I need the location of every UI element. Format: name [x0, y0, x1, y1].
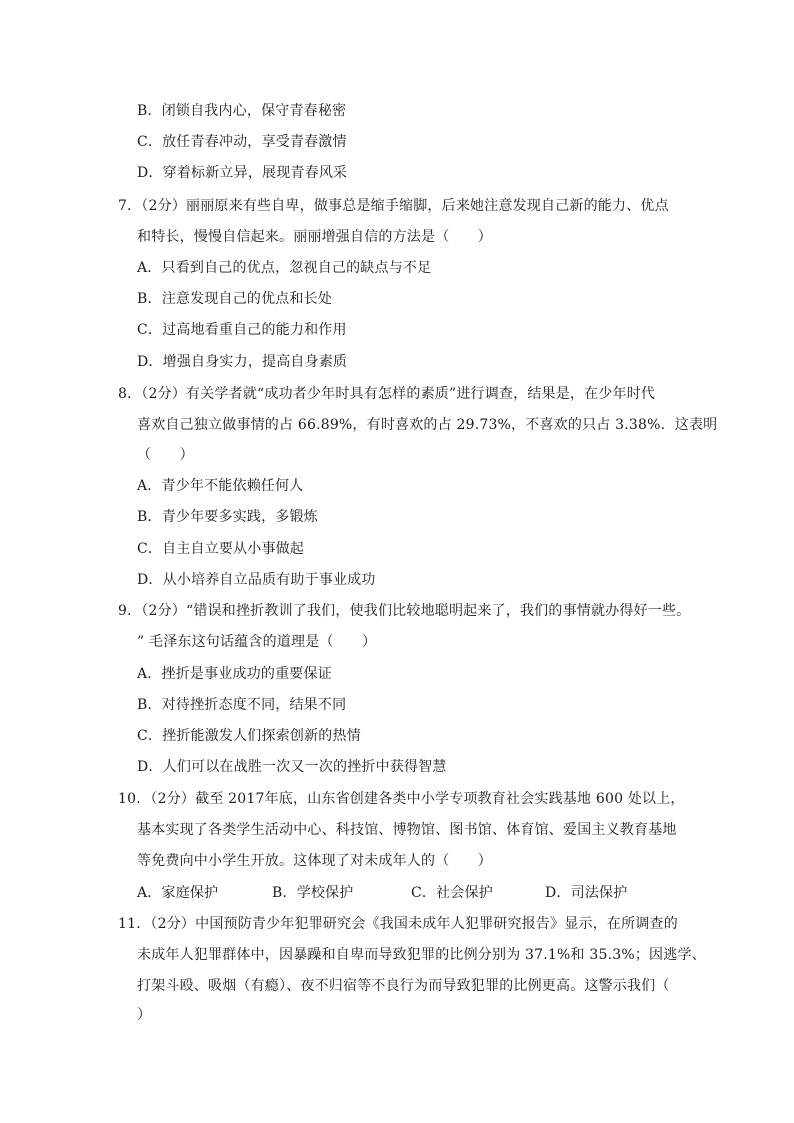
q9-stem-line-1: 9．（2分）“错误和挫折教训了我们，使我们比较地聪明起来了，我们的事情就办得好一些。: [118, 603, 691, 619]
q6-option-c: C．放任青春冲动，享受青春激情: [137, 134, 347, 150]
q11-stem-line-4: ）: [137, 1007, 152, 1023]
q6-option-d: D．穿着标新立异，展现青春风采: [137, 165, 348, 181]
q7-stem-line-2: 和特长，慢慢自信起来。丽丽增强自信的方法是（ ）: [137, 229, 492, 245]
q8-option-d: D．从小培养自立品质有助于事业成功: [137, 572, 376, 588]
q10-options-row: [0, 883, 794, 903]
q8-option-a: A．青少年不能依赖任何人: [137, 478, 304, 494]
q6-option-b: B．闭锁自我内心，保守青春秘密: [137, 103, 347, 119]
q9-stem-line-2: ” 毛泽东这句话蕴含的道理是（ ）: [137, 634, 377, 650]
q8-stem-line-1: 8．（2分）有关学者就“成功者少年时具有怎样的素质”进行调查，结果是，在少年时代: [118, 386, 656, 402]
q8-stem-line-3: （ ）: [137, 447, 194, 463]
q10-stem-line-3: 等免费向中小学生开放。这体现了对未成年人的（ ）: [137, 853, 492, 869]
q10-option-b: B．学校保护: [272, 885, 354, 901]
q10-option-a: A．家庭保护: [137, 885, 219, 901]
q7-option-d: D．增强自身实力，提高自身素质: [137, 354, 348, 370]
q9-option-a: A．挫折是事业成功的重要保证: [137, 666, 332, 682]
q9-option-b: B．对待挫折态度不同，结果不同: [137, 697, 347, 713]
q7-stem-line-1: 7．（2分）丽丽原来有些自卑，做事总是缩手缩脚，后来她注意发现自己新的能力、优点: [118, 198, 669, 214]
q9-option-c: C．挫折能激发人们探索创新的热情: [137, 728, 361, 744]
q7-option-a: A．只看到自己的优点，忽视自己的缺点与不足: [137, 260, 432, 276]
q7-option-b: B．注意发现自己的优点和长处: [137, 291, 333, 307]
q10-stem-line-2: 基本实现了各类学生活动中心、科技馆、博物馆、图书馆、体育馆、爱国主义教育基地: [137, 822, 677, 838]
q11-stem-line-2: 未成年人犯罪群体中，因暴躁和自卑而导致犯罪的比例分别为 37.1%和 35.3%；因逃学、: [137, 947, 706, 963]
q10-option-c: C．社会保护: [411, 885, 493, 901]
q9-option-d: D．人们可以在战胜一次又一次的挫折中获得智慧: [137, 759, 447, 775]
q11-stem-line-1: 11．（2分）中国预防青少年犯罪研究会《我国未成年人犯罪研究报告》显示，在所调查的: [118, 916, 678, 932]
q11-stem-line-3: 打架斗殴、吸烟（有瘾）、夜不归宿等不良行为而导致犯罪的比例更高。这警示我们（: [137, 978, 670, 994]
q7-option-c: C．过高地看重自己的能力和作用: [137, 322, 347, 338]
q8-option-c: C．自主自立要从小事做起: [137, 541, 305, 557]
q10-option-d: D．司法保护: [545, 885, 628, 901]
q10-stem-line-1: 10．（2分）截至 2017年底，山东省创建各类中小学专项教育社会实践基地 600 处以上，: [118, 791, 685, 807]
q8-stem-line-2: 喜欢自己独立做事情的占 66.89%，有时喜欢的占 29.73%，不喜欢的只占 3.38%．这表明: [137, 417, 718, 433]
q8-option-b: B．青少年要多实践，多锻炼: [137, 509, 318, 525]
